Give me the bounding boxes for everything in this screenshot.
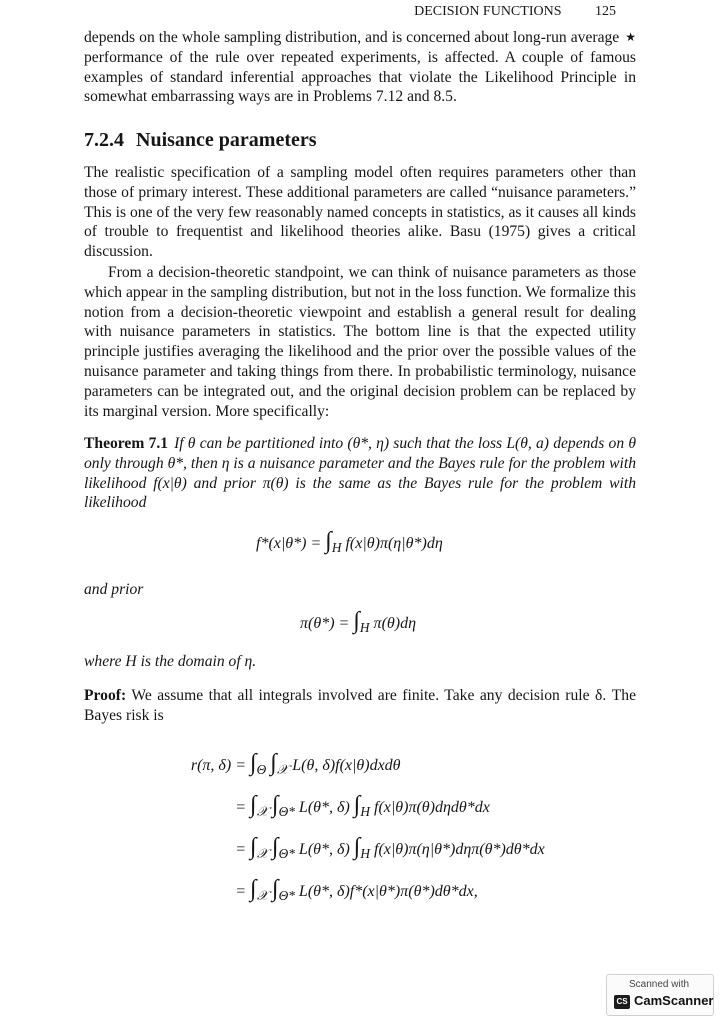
camscanner-brand: CamScanner: [634, 993, 714, 1008]
theorem-7-1: [84, 434, 636, 513]
proof-label: Proof:: [84, 687, 127, 704]
integral-sign: ∫: [250, 834, 257, 860]
integral-sign: ∫: [353, 608, 360, 634]
integral-sign: ∫: [353, 792, 361, 818]
scanned-with-label: Scanned with: [629, 979, 690, 990]
camscanner-logo-icon: CS: [614, 995, 630, 1009]
section-title: Nuisance parameters: [136, 129, 317, 151]
integral-sign: ∫: [353, 834, 361, 860]
integral-sign: ∫: [270, 750, 277, 776]
integral-sign: ∫: [272, 876, 279, 902]
theorem-statement: If θ can be partitioned into (θ*, η) such that the loss L(θ, a) depends on θ only through θ*, then η is a nuisance parameter and the Bayes rule for the problem with likelihood f(x|θ) and prior π(θ) is the same as the Bayes rule for the problem with likelihood: [84, 435, 636, 512]
integral-sign: ∫: [325, 528, 332, 554]
equation-row: = $\int_𝒳$ $\int_{\Theta*}$ L(θ*, δ)f*(x|θ*)π(θ*)dθ*dx,: [235, 876, 478, 904]
equation-marginal-prior: $\pi(\theta*) = \int_H$ π(θ)dη: [300, 608, 417, 636]
end-of-example-star-icon: ★: [625, 30, 636, 44]
bayes-risk-derivation: [170, 742, 545, 910]
equation-row: = $\int_𝒳$ $\int_{\Theta*}$ L(θ*, δ) $\int_H$ f(x|θ)π(η|θ*)dηπ(θ*)dθ*dx: [235, 834, 545, 862]
integral-sign: ∫: [250, 876, 257, 902]
page-number: 125: [595, 4, 616, 19]
camscanner-watermark: [606, 974, 714, 1016]
proof-text: We assume that all integrals involved are finite. Take any decision rule δ. The Bayes risk is: [84, 687, 636, 724]
equation-marginal-likelihood: $f*(x|\theta*) = \int_H$ f(x|θ)π(η|θ*)dη: [256, 528, 443, 556]
intro-paragraph-block: [84, 28, 636, 107]
intro-paragraph: [84, 28, 636, 107]
theorem-label: Theorem 7.1: [84, 435, 169, 452]
section-heading: [84, 129, 317, 152]
section-number: 7.2.4: [84, 129, 124, 151]
domain-note: where H is the domain of η.: [84, 653, 257, 670]
running-header: [414, 4, 616, 20]
integral-sign: ∫: [250, 750, 257, 776]
equation-row: = $\int_𝒳$ $\int_{\Theta*}$ L(θ*, δ) $\int_H$ f(x|θ)π(θ)dηdθ*dx: [235, 792, 490, 820]
equation-row: r(π, $\delta) = \int_\Theta$ $\int_𝒳$ L(θ, δ)f(x|θ)dxdθ: [190, 750, 401, 778]
paragraph-2: From a decision-theoretic standpoint, we can think of nuisance parameters as those which appear in the sampling distribution, but not in the loss function. We formalize this notion from a decision-theoretic viewpoint and establish a general result for dealing with nuisance parameters in statistics. The bottom line is that the expected utility principle justifies averaging the likelihood and the prior over the possible values of the nuisance parameter and taking things from there. In probabilistic terminology, nuisance parameters can be integrated out, and the original decision problem can be replaced by its marginal version. More specifically:: [84, 264, 636, 420]
integral-sign: ∫: [272, 792, 279, 818]
paragraph-1: The realistic specification of a sampling model often requires parameters other than those of primary interest. These additional parameters are called “nuisance parameters.” This is one of the very few reasonably named concepts in statistics, as it causes all kinds of trouble to frequentist and likelihood theories alike. Basu (1975) gives a critical discussion.: [84, 164, 636, 261]
and-prior-label: and prior: [84, 581, 144, 598]
integral-sign: ∫: [250, 792, 257, 818]
proof-intro: [84, 686, 636, 726]
running-title: DECISION FUNCTIONS: [414, 4, 562, 19]
integral-sign: ∫: [272, 834, 279, 860]
intro-paragraph-text: depends on the whole sampling distribution, and is concerned about long-run average performance of the rule over repeated experiments, is affected. A couple of famous examples of standard inferential approaches that violate the Likelihood Principle in somewhat embarrassing ways are in Problems 7.12 and 8.5.: [84, 29, 636, 106]
